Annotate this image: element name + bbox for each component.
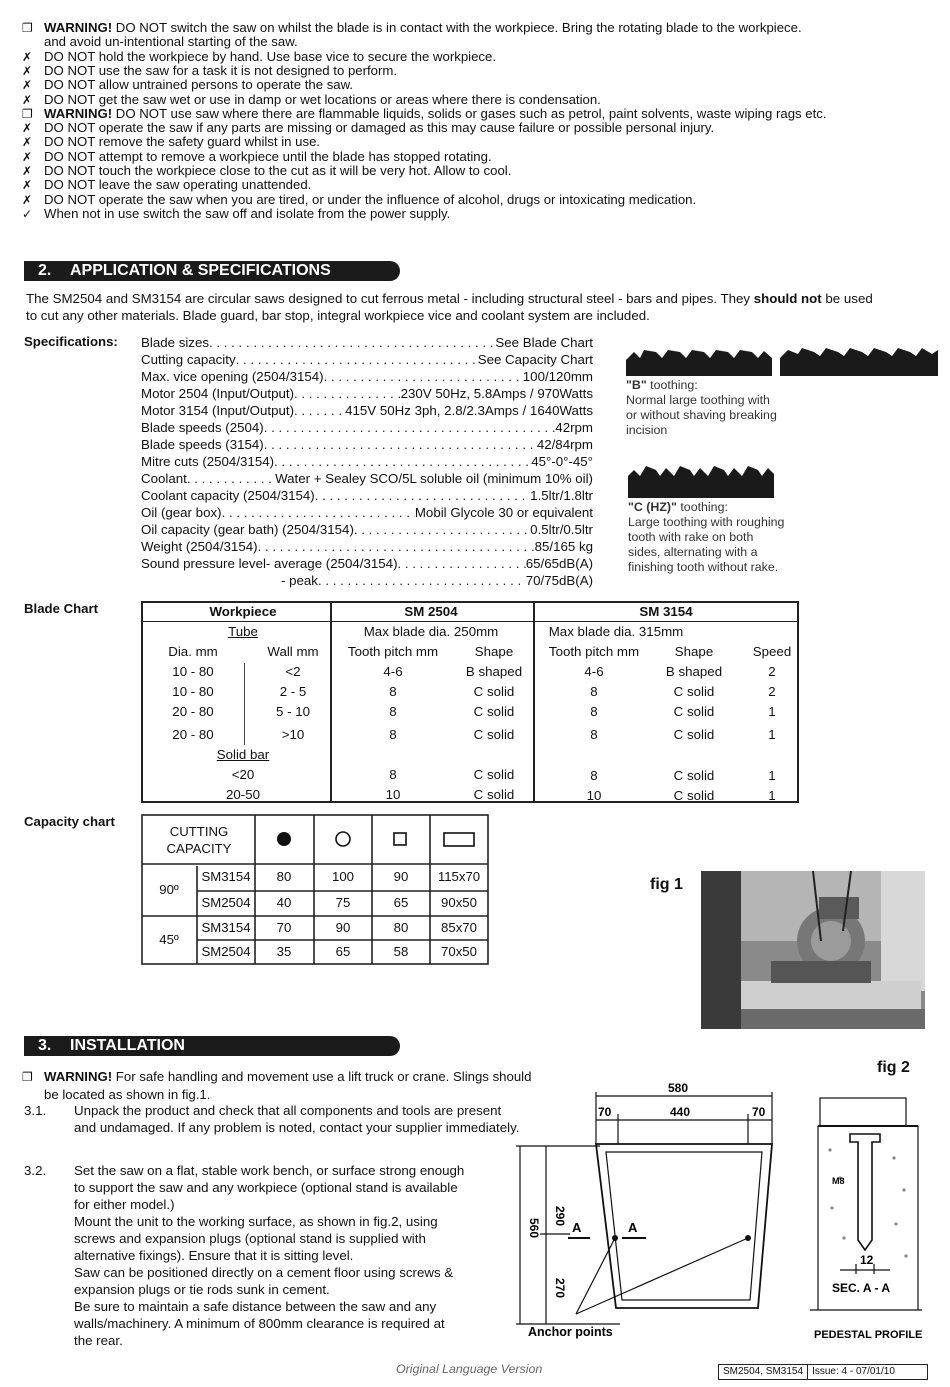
- spec-value: 0.5ltr/0.5ltr: [530, 522, 593, 537]
- blade-chart-cell: C solid: [473, 704, 515, 719]
- anchor-leader: [576, 1238, 615, 1314]
- warning-item: [22, 50, 496, 64]
- installation-warning: [22, 1068, 531, 1103]
- blade-chart-cell: 20-50: [225, 787, 260, 802]
- model-name: SM2504: [201, 944, 251, 959]
- blade-chart-cell: 2 - 5: [279, 684, 307, 699]
- dim-290: 290: [553, 1206, 567, 1227]
- column-header: Shape: [474, 644, 514, 659]
- max-blade-2504: Max blade dia. 250mm: [363, 624, 499, 639]
- spec-row: [141, 487, 593, 504]
- spec-leader: [258, 538, 535, 555]
- spec-row: [141, 351, 593, 368]
- blade-chart-cell: 1: [768, 727, 776, 742]
- blade-chart-cell: 8: [590, 768, 598, 783]
- filled-circle-icon: [277, 832, 291, 846]
- warning-text: DO NOT allow untrained persons to operate the saw.: [44, 77, 354, 93]
- spec-key: Oil capacity (gear bath) (2504/3154): [141, 522, 354, 537]
- blade-chart-cell: 20 - 80: [172, 727, 214, 742]
- column-header: Shape: [674, 644, 714, 659]
- capacity-value: 70: [276, 920, 292, 935]
- specifications-label: Specifications:: [24, 334, 118, 349]
- anchor-point-marker: [745, 1235, 751, 1241]
- spec-leader: [294, 385, 401, 402]
- footer-box: [718, 1364, 928, 1380]
- spec-leader: [264, 436, 537, 453]
- blade-chart-cell: 8: [389, 727, 397, 742]
- warning-text: DO NOT use the saw for a task it is not designed to perform.: [44, 62, 398, 78]
- capacity-value: 65: [393, 895, 409, 910]
- blade-chart-cell: 20 - 80: [172, 704, 214, 719]
- model-name: SM3154: [201, 920, 251, 935]
- blade-chart-cell: 10: [586, 788, 602, 803]
- intro-text-end: be used: [821, 291, 873, 306]
- anchor-leader: [576, 1238, 748, 1314]
- blade-chart-cell: B shaped: [465, 664, 523, 679]
- concrete-texture: [892, 1156, 895, 1159]
- spec-key: Cutting capacity: [141, 352, 236, 367]
- section-marker-a: A: [572, 1220, 582, 1235]
- c-toothing-desc-line: finishing tooth without rake.: [628, 560, 779, 574]
- capacity-value: 35: [276, 944, 292, 959]
- dim-70-right: 70: [752, 1105, 766, 1119]
- spec-key: Motor 3154 (Input/Output): [141, 403, 294, 418]
- spec-leader: [236, 351, 478, 368]
- concrete-texture: [904, 1254, 907, 1257]
- c-toothing-blade-image: [624, 460, 784, 500]
- cross-icon: ✗: [22, 78, 33, 93]
- step-3-2-text: [74, 1162, 464, 1349]
- warning-text: DO NOT remove the safety guard whilst in use.: [44, 134, 321, 150]
- dim-560: 560: [527, 1218, 541, 1239]
- blade-chart-cell: C solid: [673, 704, 715, 719]
- cross-icon: ✗: [22, 49, 33, 64]
- warning-text: DO NOT operate the saw when you are tired, or under the influence of alcohol, drugs or intoxicating medication.: [44, 191, 697, 207]
- spec-value: 42rpm: [555, 420, 593, 435]
- capacity-value: 75: [335, 895, 351, 910]
- capacity-header-line: CUTTING: [169, 824, 229, 839]
- spec-row: [141, 402, 593, 419]
- dim-440: 440: [670, 1105, 691, 1119]
- fig-1-photo: [701, 871, 925, 1029]
- spec-key: Motor 2504 (Input/Output): [141, 386, 294, 401]
- warning-text: DO NOT switch the saw on whilst the blade is in contact with the workpiece. Bring the rotating blade to the workpiece.: [112, 20, 802, 35]
- capacity-value: 40: [276, 895, 292, 910]
- column-header: Tooth pitch mm: [548, 644, 640, 659]
- photo-saw-base: [771, 961, 871, 983]
- spec-row: [141, 538, 593, 555]
- cut-angle: 90º: [159, 882, 179, 897]
- spec-value: 65/65dB(A): [525, 556, 593, 571]
- concrete-texture: [894, 1222, 897, 1225]
- fig-1-label: fig 1: [650, 876, 683, 893]
- step-line: the rear.: [74, 1333, 123, 1348]
- photo-floor: [741, 1009, 925, 1029]
- blade-chart-cell: 2: [768, 664, 776, 679]
- warning-item: [22, 121, 714, 135]
- capacity-value: 65: [335, 944, 351, 959]
- anchor-points-label: Anchor points: [528, 1325, 613, 1339]
- blade-chart-header: SM 3154: [639, 604, 693, 619]
- pedestal-outline: [596, 1144, 772, 1308]
- bolt-head-plate: [820, 1098, 906, 1126]
- warning-label: WARNING!: [44, 1069, 113, 1084]
- spec-key: Weight (2504/3154): [141, 539, 258, 554]
- c-toothing-desc-line: Large toothing with roughing: [628, 515, 785, 529]
- warning-text: and avoid un-intentional starting of the saw.: [44, 34, 298, 50]
- section-marker-a: A: [628, 1220, 638, 1235]
- spec-leader: [264, 419, 556, 436]
- step-3-1-text: [74, 1102, 519, 1136]
- blade-chart-cell: 4-6: [584, 664, 604, 679]
- section-number: 2.: [38, 262, 52, 279]
- spec-key: Blade sizes: [141, 335, 209, 350]
- cut-angle: 45º: [159, 932, 179, 947]
- photo-saw-motor: [819, 897, 859, 919]
- step-line: walls/machinery. A minimum of 800mm clearance is required at: [74, 1316, 445, 1331]
- section-number: 3.: [38, 1037, 52, 1054]
- capacity-value: 115x70: [437, 869, 481, 884]
- fig-2-diagram: [510, 1078, 930, 1346]
- spec-value: 1.5ltr/1.8ltr: [530, 488, 593, 503]
- section-3-heading: [24, 1036, 400, 1056]
- warning-item: [22, 207, 450, 221]
- photo-pallet: [741, 981, 921, 1011]
- spec-row: [141, 385, 593, 402]
- blade-chart-cell: 10: [385, 787, 401, 802]
- blade-chart-cell: 1: [768, 788, 776, 803]
- solid-bar-subheading: Solid bar: [216, 747, 270, 762]
- spec-row: [141, 368, 593, 385]
- b-toothing-desc-line: Normal large toothing with: [626, 393, 770, 407]
- section-2-intro: [26, 290, 926, 324]
- b-toothing-caption: [626, 378, 777, 438]
- footer-language: Original Language Version: [396, 1362, 543, 1376]
- spec-value: 42/84rpm: [536, 437, 593, 452]
- capacity-value: 58: [393, 944, 409, 959]
- blade-chart-cell: C solid: [473, 787, 515, 802]
- spec-leader: [354, 521, 530, 538]
- cross-icon: ✗: [22, 63, 33, 78]
- column-header: Speed: [752, 644, 792, 659]
- warning-item: [22, 21, 802, 35]
- step-number: 3.1.: [24, 1103, 47, 1118]
- warning-text: DO NOT get the saw wet or use in damp or wet locations or areas where there is condensation.: [44, 91, 601, 107]
- fig-2-label: fig 2: [877, 1059, 910, 1076]
- rectangle-icon: [444, 833, 474, 846]
- warning-text: For safe handling and movement use a lift truck or crane. Slings should: [112, 1069, 532, 1084]
- spec-value: Mobil Glycole 30 or equivalent: [414, 505, 593, 520]
- tube-subheading: Tube: [228, 624, 258, 639]
- blade-chart-cell: C solid: [673, 684, 715, 699]
- step-line: and undamaged. If any problem is noted, contact your supplier immediately.: [74, 1120, 520, 1135]
- warning-text: DO NOT leave the saw operating unattended.: [44, 177, 312, 193]
- capacity-value: 80: [393, 920, 409, 935]
- dim-580: 580: [668, 1081, 689, 1095]
- capacity-value: 90: [335, 920, 351, 935]
- square-icon: [394, 833, 406, 845]
- spec-value: See Blade Chart: [495, 335, 593, 350]
- blade-chart-cell: <20: [231, 767, 255, 782]
- blade-chart-cell: 8: [590, 727, 598, 742]
- step-line: Mount the unit to the working surface, as shown in fig.2, using: [74, 1214, 438, 1229]
- circle-icon: [336, 832, 350, 846]
- blade-chart-cell: C solid: [673, 768, 715, 783]
- c-toothing-caption: [628, 500, 784, 575]
- warning-item: [22, 64, 397, 78]
- section-title: APPLICATION & SPECIFICATIONS: [70, 262, 331, 279]
- cross-icon: ✗: [22, 149, 33, 164]
- spec-row: [141, 419, 593, 436]
- max-blade-3154: Max blade dia. 315mm: [548, 624, 684, 639]
- step-number: 3.2.: [24, 1163, 47, 1178]
- blade-chart-cell: 10 - 80: [172, 684, 214, 699]
- spec-leader: [318, 572, 526, 589]
- b-toothing-title: "B": [626, 378, 647, 392]
- step-line: Be sure to maintain a safe distance between the saw and any: [74, 1299, 437, 1314]
- spec-value: See Capacity Chart: [477, 352, 593, 367]
- blade-chart-cell: 5 - 10: [275, 704, 310, 719]
- spec-row: [141, 521, 593, 538]
- warning-item: [22, 78, 353, 92]
- b-toothing-desc-line: incision: [626, 423, 668, 437]
- blade-chart-cell: C solid: [673, 788, 715, 803]
- step-line: Saw can be positioned directly on a cement floor using screws &: [74, 1265, 454, 1280]
- concrete-texture: [902, 1188, 905, 1191]
- spec-leader: [315, 487, 530, 504]
- blade-chart-cell: 2: [768, 684, 776, 699]
- column-header: Dia. mm: [168, 644, 218, 659]
- spec-key: Coolant: [141, 471, 187, 486]
- blade-chart-cell: 8: [590, 684, 598, 699]
- spec-value: 70/75dB(A): [525, 573, 593, 588]
- warning-box-icon: ❐: [22, 21, 33, 35]
- anchor-point-marker: [612, 1235, 618, 1241]
- capacity-value: 70x50: [441, 944, 477, 959]
- step-line: for either model.): [74, 1197, 175, 1212]
- blade-chart-cell: 8: [590, 704, 598, 719]
- capacity-value: 90: [393, 869, 409, 884]
- concrete-texture: [828, 1148, 831, 1151]
- warning-item: [22, 150, 492, 164]
- intro-emphasis: should not: [753, 291, 822, 306]
- spec-leader: [294, 402, 345, 419]
- warning-item: [22, 135, 320, 149]
- blade-chart-cell: B shaped: [665, 664, 723, 679]
- warning-box-icon: ❐: [22, 1070, 33, 1084]
- b-toothing-blade-image: [622, 340, 942, 380]
- warning-box-icon: ❐: [22, 106, 33, 121]
- warning-label: WARNING!: [44, 20, 113, 35]
- b-toothing-desc-line: or without shaving breaking: [626, 408, 777, 422]
- column-header: Tooth pitch mm: [347, 644, 439, 659]
- cross-icon: ✗: [22, 135, 33, 150]
- model-name: SM2504: [201, 895, 251, 910]
- blade-chart-cell: C solid: [673, 727, 715, 742]
- spec-key: Mitre cuts (2504/3154): [141, 454, 275, 469]
- warning-item: [22, 178, 311, 192]
- warning-item: [22, 107, 827, 121]
- spec-row: [281, 572, 593, 589]
- warning-text: DO NOT touch the workpiece close to the cut as it will be very hot. Allow to cool.: [44, 163, 512, 178]
- warning-item: [22, 193, 696, 207]
- capacity-value: 100: [331, 869, 354, 884]
- cross-icon: ✗: [22, 92, 33, 107]
- blade-chart-cell: 10 - 80: [172, 664, 214, 679]
- spec-row: [141, 334, 593, 351]
- cross-icon: ✗: [22, 192, 33, 207]
- spec-leader: [274, 453, 531, 470]
- model-name: SM3154: [201, 869, 251, 884]
- b-toothing-word: toothing:: [646, 378, 698, 392]
- warning-text: When not in use switch the saw off and isolate from the power supply.: [44, 205, 451, 221]
- blade-chart-cell: 8: [389, 704, 397, 719]
- warning-text: DO NOT attempt to remove a workpiece until the blade has stopped rotating.: [44, 148, 492, 164]
- dim-70-left: 70: [598, 1105, 612, 1119]
- photo-saw-hub: [811, 921, 851, 961]
- c-toothing-word: toothing:: [676, 500, 728, 514]
- intro-line-2: to cut any other materials. Blade guard, bar stop, integral workpiece vice and coolant system are included.: [26, 308, 650, 323]
- capacity-value: 85x70: [441, 920, 477, 935]
- spec-key: - peak: [281, 573, 318, 588]
- photo-pillar: [881, 871, 925, 991]
- bolt-size-label: M8: [832, 1176, 845, 1186]
- warning-label: WARNING!: [44, 105, 113, 121]
- capacity-value: 90x50: [441, 895, 477, 910]
- blade-chart-cell: 4-6: [383, 664, 403, 679]
- c-toothing-desc-line: tooth with rake on both: [628, 530, 754, 544]
- blade-chart-header: SM 2504: [404, 604, 458, 619]
- spec-leader: [209, 334, 495, 351]
- cross-icon: ✗: [22, 178, 33, 193]
- dim-12: 12: [860, 1253, 874, 1267]
- column-header: Wall mm: [267, 644, 319, 659]
- step-line: expansion plugs or tie rods sunk in cement.: [74, 1282, 330, 1297]
- blade-chart-cell: <2: [285, 664, 301, 679]
- spec-value: 415V 50Hz 3ph, 2.8/2.3Amps / 1640Watts: [345, 403, 593, 418]
- section-2-heading: [24, 261, 400, 281]
- spec-row: [141, 504, 593, 521]
- cross-icon: ✗: [22, 164, 33, 178]
- section-aa-label: SEC. A - A: [832, 1281, 891, 1295]
- spec-key: Max. vice opening (2504/3154): [141, 369, 324, 384]
- spec-leader: [398, 555, 526, 572]
- warning-item: [22, 35, 298, 49]
- warning-text: DO NOT use saw where there are flammable liquids, solids or gases such as petrol, paint solvents, waste wiping rags etc.: [112, 105, 827, 121]
- warning-item: [22, 93, 601, 107]
- spec-value: 85/165 kg: [534, 539, 593, 554]
- spec-row: [141, 555, 593, 572]
- intro-text: The SM2504 and SM3154 are circular saws designed to cut ferrous metal - including structural steel - bars and pipes. They: [26, 291, 754, 306]
- blade-chart-cell: C solid: [473, 684, 515, 699]
- spec-row: [141, 453, 593, 470]
- b-tooth-profile-2: [780, 348, 938, 376]
- blade-chart-cell: 8: [389, 684, 397, 699]
- section-title: INSTALLATION: [70, 1037, 185, 1054]
- c-toothing-desc-line: sides, alternating with a: [628, 545, 758, 559]
- blade-chart-label: Blade Chart: [24, 601, 99, 616]
- blade-chart-cell: 1: [768, 768, 776, 783]
- capacity-header-line: CAPACITY: [166, 841, 232, 856]
- cross-icon: ✗: [22, 121, 33, 136]
- c-tooth-profile: [628, 466, 774, 498]
- spec-key: Coolant capacity (2504/3154): [141, 488, 315, 503]
- c-toothing-title: "C (HZ)": [628, 500, 677, 514]
- step-line: to support the saw and any workpiece (optional stand is available: [74, 1180, 458, 1195]
- spec-key: Blade speeds (3154): [141, 437, 264, 452]
- spec-key: Sound pressure level- average (2504/3154): [141, 556, 398, 571]
- blade-chart-header: Workpiece: [209, 604, 277, 619]
- blade-chart-cell: >10: [281, 727, 305, 742]
- cutting-capacity-header: [143, 823, 255, 857]
- spec-value: Water + Sealey SCO/5L soluble oil (minimum 10% oil): [275, 471, 593, 486]
- warning-text: be located as shown in fig.1.: [44, 1087, 211, 1102]
- concrete-texture: [830, 1206, 833, 1209]
- warning-item: [22, 164, 511, 178]
- spec-value: 45°-0°-45°: [531, 454, 593, 469]
- footer-models: SM2504, SM3154: [719, 1365, 808, 1379]
- blade-chart-cell: 8: [389, 767, 397, 782]
- step-line: screws and expansion plugs (optional stand is supplied with: [74, 1231, 426, 1246]
- warning-text: DO NOT operate the saw if any parts are missing or damaged as this may cause failure or possible personal injury.: [44, 120, 715, 136]
- capacity-chart-label: Capacity chart: [24, 814, 115, 829]
- spec-leader: [187, 470, 275, 487]
- spec-key: Blade speeds (2504): [141, 420, 264, 435]
- spec-leader: [324, 368, 523, 385]
- pedestal-profile-label: PEDESTAL PROFILE: [814, 1329, 923, 1341]
- b-tooth-profile-1: [626, 350, 772, 376]
- spec-row: [141, 470, 593, 487]
- spec-value: 100/120mm: [522, 369, 593, 384]
- spec-row: [141, 436, 593, 453]
- spec-value: 230V 50Hz, 5.8Amps / 970Watts: [400, 386, 593, 401]
- photo-shadow: [701, 871, 741, 1029]
- step-line: Set the saw on a flat, stable work bench, or surface strong enough: [74, 1163, 465, 1178]
- dim-270: 270: [553, 1278, 567, 1299]
- capacity-value: 80: [276, 869, 292, 884]
- concrete-texture: [842, 1236, 845, 1239]
- warning-text: DO NOT hold the workpiece by hand. Use base vice to secure the workpiece.: [44, 48, 497, 64]
- blade-chart-cell: 1: [768, 704, 776, 719]
- footer-issue: Issue: 4 - 07/01/10: [812, 1366, 895, 1377]
- anchor-bolt: [850, 1134, 880, 1250]
- check-icon: ✓: [22, 206, 33, 221]
- spec-leader: [222, 504, 415, 521]
- step-line: alternative fixings). Ensure that it is sitting level.: [74, 1248, 354, 1263]
- blade-chart-cell: C solid: [473, 727, 515, 742]
- step-line: Unpack the product and check that all components and tools are present: [74, 1103, 502, 1118]
- spec-key: Oil (gear box): [141, 505, 222, 520]
- blade-chart-cell: C solid: [473, 767, 515, 782]
